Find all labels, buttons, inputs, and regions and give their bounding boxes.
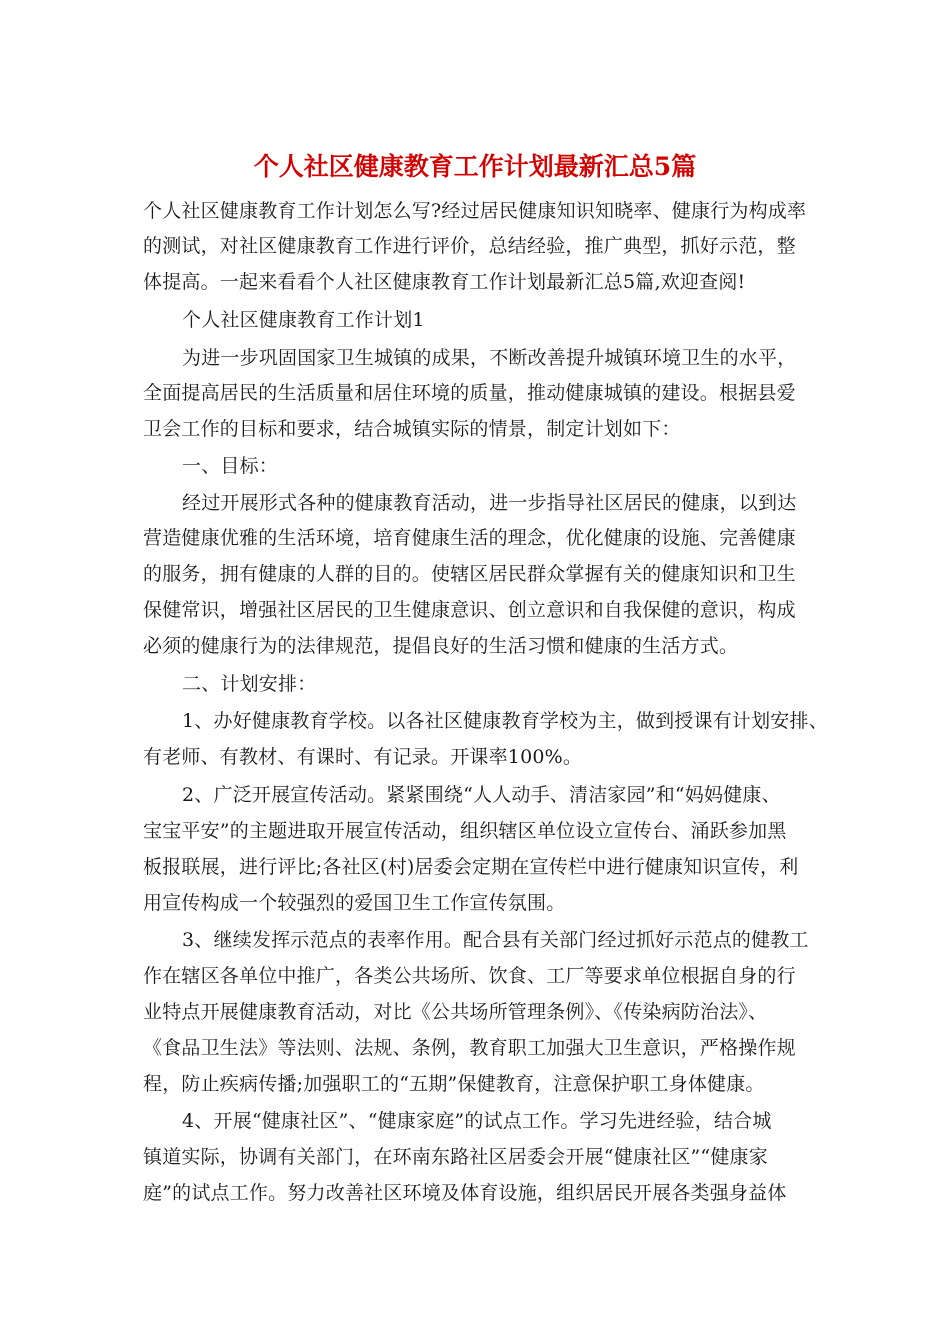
paragraph-line: 3、继续发挥示范点的表率作用。配合县有关部门经过抓好示范点的健教工 xyxy=(182,929,809,951)
paragraph-line: 有老师、有教材、有课时、有记录。开课率100%。 xyxy=(143,746,583,768)
paragraph-line: 必须的健康行为的法律规范，提倡良好的生活习惯和健康的生活方式。 xyxy=(143,635,739,657)
section-heading: 个人社区健康教育工作计划1 xyxy=(182,309,425,331)
paragraph-line: 的测试，对社区健康教育工作进行评价，总结经验，推广典型，抓好示范，整 xyxy=(143,235,796,257)
paragraph-line: 1、办好健康教育学校。以各社区健康教育学校为主，做到授课有计划安排、 xyxy=(182,710,828,732)
paragraph-line: 2、广泛开展宣传活动。紧紧围绕“人人动手、清洁家园”和“妈妈健康、 xyxy=(182,784,781,806)
paragraph-line: 程，防止疾病传播;加强职工的“五期”保健教育，注意保护职工身体健康。 xyxy=(143,1073,765,1095)
paragraph-line: 宝宝平安”的主题进取开展宣传活动，组织辖区单位设立宣传台、涌跃参加黑 xyxy=(143,820,787,842)
paragraph-line: 用宣传构成一个较强烈的爱国卫生工作宣传氛围。 xyxy=(143,892,566,914)
document-title: 个人社区健康教育工作计划最新汇总5篇 xyxy=(253,152,697,181)
paragraph-line: 作在辖区各单位中推广，各类公共场所、饮食、工厂等要求单位根据自身的行 xyxy=(143,965,796,987)
paragraph-line: 营造健康优雅的生活环境，培育健康生活的理念，优化健康的设施、完善健康 xyxy=(143,527,796,549)
paragraph-line: 板报联展，进行评比;各社区(村)居委会定期在宣传栏中进行健康知识宣传，利 xyxy=(143,856,799,878)
paragraph-line: 庭”的试点工作。努力改善社区环境及体育设施，组织居民开展各类强身益体 xyxy=(143,1182,787,1204)
section-heading: 一、目标： xyxy=(182,455,279,477)
section-heading: 二、计划安排： xyxy=(182,673,317,695)
paragraph-line: 4、开展“健康社区”、“健康家庭”的试点工作。学习先进经验，结合城 xyxy=(182,1110,772,1132)
paragraph-line: 卫会工作的目标和要求，结合城镇实际的情景，制定计划如下： xyxy=(143,418,681,440)
paragraph-line: 全面提高居民的生活质量和居住环境的质量，推动健康城镇的建设。根据县爱 xyxy=(143,382,796,404)
paragraph-line: 保健常识，增强社区居民的卫生健康意识、创立意识和自我保健的意识，构成 xyxy=(143,599,796,621)
paragraph-line: 《食品卫生法》等法则、法规、条例，教育职工加强大卫生意识，严格操作规 xyxy=(143,1037,796,1059)
paragraph-line: 镇道实际，协调有关部门，在环南东路社区居委会开展“健康社区”“健康家 xyxy=(143,1146,768,1168)
paragraph-line: 个人社区健康教育工作计划怎么写?经过居民健康知识知晓率、健康行为构成率 xyxy=(143,200,807,222)
paragraph-line: 体提高。一起来看看个人社区健康教育工作计划最新汇总5篇,欢迎查阅! xyxy=(143,271,746,293)
paragraph-line: 的服务，拥有健康的人群的目的。使辖区居民群众掌握有关的健康知识和卫生 xyxy=(143,563,796,585)
paragraph-line: 为进一步巩固国家卫生城镇的成果，不断改善提升城镇环境卫生的水平， xyxy=(182,347,797,369)
paragraph-line: 经过开展形式各种的健康教育活动，进一步指导社区居民的健康，以到达 xyxy=(182,492,797,514)
paragraph-line: 业特点开展健康教育活动，对比《公共场所管理条例》、《传染病防治法》、 xyxy=(143,1001,768,1023)
